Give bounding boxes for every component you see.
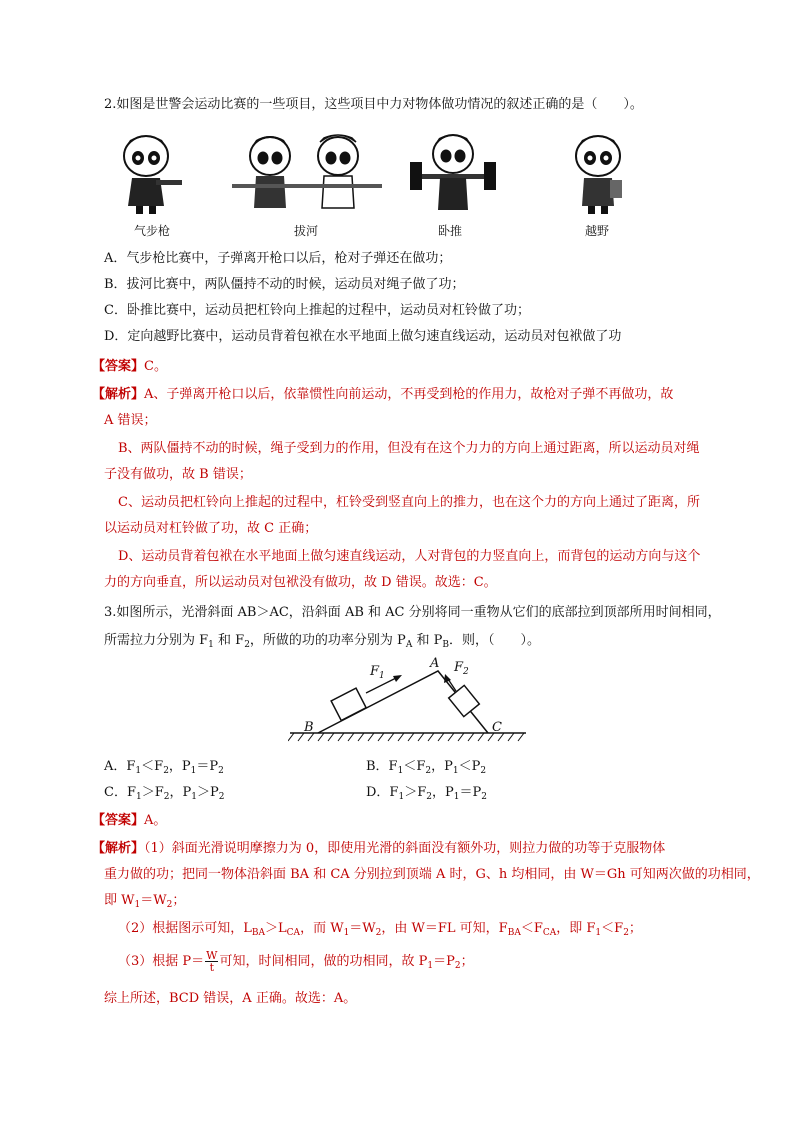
caption-air-rifle: 气步枪 xyxy=(134,224,171,238)
caption-tug-of-war: 拔河 xyxy=(294,224,319,238)
q2-analysis-line-7: D、运动员背着包袱在水平地面上做匀速直线运动，人对背包的力竖直向上，而背包的运动方向与这个 xyxy=(118,549,701,564)
q3-option-c: C．$F_1>F_2$，$P_1>P_2$ xyxy=(104,785,225,802)
incline-diagram xyxy=(288,655,528,747)
q2-answer-value: C。 xyxy=(144,359,167,374)
q2-option-c: C．卧推比赛中，运动员把杠铃向上推起的过程中，运动员对杠铃做了功； xyxy=(104,303,530,318)
q3-answer-value: A。 xyxy=(144,813,167,828)
q3-option-d: D．$F_1>F_2$，$P_1=P_2$ xyxy=(366,785,487,802)
label-f1: $F_1$ xyxy=(370,664,385,681)
q3-analysis-line-4: （2）根据图示可知，$L_{BA}>L_{CA}$，而 $W_1=W_2$，由 W＝FL 可知，$F_{BA}<F_{CA}$，即 $F_1<F_2$； xyxy=(118,921,642,938)
q2-analysis-line-8: 力的方向垂直，所以运动员对包袱没有做功，故 D 错误。故选：C。 xyxy=(104,575,497,590)
q2-analysis-line-5: C、运动员把杠铃向上推起的过程中，杠铃受到竖直向上的推力，也在这个力的方向上通过了距离，所 xyxy=(118,495,700,510)
orienteering-mascot-image xyxy=(566,128,636,218)
label-c: C xyxy=(492,720,502,735)
q2-stem: 2.如图是世警会运动比赛的一些项目，这些项目中力对物体做功情况的叙述正确的是（ ）。 xyxy=(104,97,643,112)
air-rifle-mascot-image xyxy=(118,128,188,218)
q2-option-b: B．拔河比赛中，两队僵持不动的时候，运动员对绳子做了功； xyxy=(104,277,465,292)
q2-analysis-line-1: 【解析】A、子弹离开枪口以后，依靠惯性向前运动，不再受到枪的作用力，故枪对子弹不再做功，故 xyxy=(92,387,674,402)
q2-answer-label: 【答案】 xyxy=(92,359,145,374)
tug-of-war-mascots-image xyxy=(232,128,382,218)
q3-conclusion: 综上所述，BCD 错误，A 正确。故选：A。 xyxy=(104,991,357,1006)
q2-analysis-label: 【解析】 xyxy=(92,387,145,402)
q2-analysis-line-3: B、两队僵持不动的时候，绳子受到力的作用，但没有在这个力力的方向上通过距离，所以运动员对绳 xyxy=(118,441,700,456)
q3-option-a: A．$F_1<F_2$，$P_1=P_2$ xyxy=(104,759,224,776)
q2-analysis-line-6: 以运动员对杠铃做了功，故 C 正确； xyxy=(104,521,318,536)
q2-option-a: A．气步枪比赛中，子弹离开枪口以后，枪对子弹还在做功； xyxy=(104,251,452,266)
q3-answer-label: 【答案】 xyxy=(92,813,145,828)
label-b: B xyxy=(304,720,314,735)
fraction-w-over-t: $\frac{W}{t}$ xyxy=(206,949,218,974)
q3-stem-line-2: 所需拉力分别为 $F_1$ 和 $F_2$，所做的功的功率分别为 $P_A$ 和 $P_B$．则，（ ）。 xyxy=(104,633,540,650)
label-a: A xyxy=(430,656,440,671)
q2-analysis-line-4: 子没有做功，故 B 错误； xyxy=(104,467,252,482)
caption-orienteering: 越野 xyxy=(585,224,610,238)
q3-analysis-line-1: 【解析】（1）斜面光滑说明摩擦力为 0，即使用光滑的斜面没有额外功，则拉力做的功等于克服物体 xyxy=(92,841,666,856)
q3-analysis-label: 【解析】 xyxy=(92,841,145,856)
q2-answer xyxy=(92,358,167,376)
bench-press-mascot-image xyxy=(408,128,498,218)
q3-analysis-line-5: （3）根据 P＝ $\frac{W}{t}$ 可知，时间相同，做的功相同，故 $P_1=P_2$； xyxy=(118,949,474,974)
q2-analysis-line-2: A 错误； xyxy=(104,413,157,428)
block-on-ab xyxy=(331,688,366,720)
q2-option-d: D．定向越野比赛中，运动员背着包袱在水平地面上做匀速直线运动，运动员对包袱做了功 xyxy=(104,329,622,344)
caption-bench-press: 卧推 xyxy=(438,224,463,238)
q3-stem-line-1: 3.如图所示，光滑斜面 AB＞AC，沿斜面 AB 和 AC 分别将同一重物从它们的底部拉到顶部所用时间相同， xyxy=(104,605,721,620)
q3-analysis-line-3: 即 $W_1=W_2$； xyxy=(104,893,186,910)
q3-option-b: B．$F_1<F_2$，$P_1<P_2$ xyxy=(366,759,487,776)
q3-analysis-line-2: 重力做的功；把同一物体沿斜面 BA 和 CA 分别拉到顶端 A 时，G、h 均相同，由 W＝Gh 可知两次做的功相同， xyxy=(104,867,760,882)
q3-answer xyxy=(92,812,166,830)
label-f2: $F_2$ xyxy=(454,660,469,677)
